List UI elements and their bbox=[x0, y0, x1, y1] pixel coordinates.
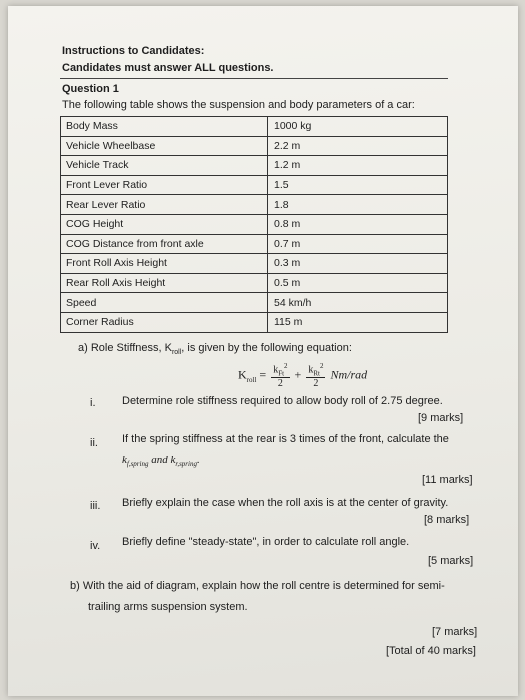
parameter-value: 1000 kg bbox=[268, 117, 448, 137]
question-iii-text: Briefly explain the case when the roll axis is at the center of gravity. bbox=[122, 497, 449, 509]
fraction-front: $\frac{k_{Ft}^2}{2}$ bbox=[273, 362, 288, 390]
parameter-name: Front Lever Ratio bbox=[61, 175, 268, 195]
roll-stiffness-equation: $K_{roll}$ = $\frac{k_{Ft}^2}{2}$ + $\frac{k_{Rt}^2}{2}$ Nm/rad bbox=[238, 362, 368, 390]
equation-unit: Nm/rad bbox=[330, 367, 368, 382]
table-row bbox=[61, 293, 448, 313]
parameter-name: Speed bbox=[61, 293, 268, 313]
table-row bbox=[61, 156, 448, 176]
parameter-name: Vehicle Wheelbase bbox=[61, 136, 268, 156]
parameter-value: 115 m bbox=[268, 312, 448, 332]
part-b-line2: trailing arms suspension system. bbox=[88, 601, 248, 613]
part-b-line1: b) With the aid of diagram, explain how the roll centre is determined for semi- bbox=[70, 580, 445, 592]
question-ii-marks: [11 marks] bbox=[422, 474, 473, 486]
part-b-marks: [7 marks] bbox=[432, 626, 478, 638]
parameters-table bbox=[60, 116, 448, 333]
divider bbox=[60, 78, 448, 79]
parameter-value: 54 km/h bbox=[268, 293, 448, 313]
table-intro: The following table shows the suspension and body parameters of a car: bbox=[62, 99, 415, 111]
table-row bbox=[61, 214, 448, 234]
parameter-name: COG Height bbox=[61, 214, 268, 234]
table-row bbox=[61, 136, 448, 156]
question-i-text: Determine role stiffness required to allow body roll of 2.75 degree. bbox=[122, 395, 443, 407]
parameter-name: Front Roll Axis Height bbox=[61, 254, 268, 274]
part-a-intro: a) Role Stiffness, $K_{roll}$, is given by the following equation: bbox=[78, 342, 352, 357]
question-iv-number: iv. bbox=[90, 540, 101, 552]
question-i-number: i. bbox=[90, 397, 96, 409]
parameter-name: COG Distance from front axle bbox=[61, 234, 268, 254]
question-ii-number: ii. bbox=[90, 437, 98, 449]
table-row bbox=[61, 117, 448, 137]
parameter-name: Body Mass bbox=[61, 117, 268, 137]
instructions-text: Candidates must answer ALL questions. bbox=[62, 62, 274, 74]
question-iv-marks: [5 marks] bbox=[428, 555, 474, 567]
table-row bbox=[61, 195, 448, 215]
question-i-marks: [9 marks] bbox=[418, 412, 464, 424]
parameter-value: 1.2 m bbox=[268, 156, 448, 176]
table-row bbox=[61, 273, 448, 293]
parameter-value: 2.2 m bbox=[268, 136, 448, 156]
question-heading: Question 1 bbox=[62, 83, 119, 95]
parameter-name: Vehicle Track bbox=[61, 156, 268, 176]
question-iv-text: Briefly define "steady-state", in order to calculate roll angle. bbox=[122, 536, 410, 548]
parameter-value: 1.8 bbox=[268, 195, 448, 215]
fraction-rear: $\frac{k_{Rt}^2}{2}$ bbox=[308, 362, 324, 390]
parameter-value: 0.5 m bbox=[268, 273, 448, 293]
parameter-value: 0.3 m bbox=[268, 254, 448, 274]
instructions-title: Instructions to Candidates: bbox=[62, 45, 205, 57]
table-row bbox=[61, 254, 448, 274]
question-iii-marks: [8 marks] bbox=[424, 514, 470, 526]
question-ii-variables: $k_{f,spring}$ and $k_{r,spring}$. bbox=[122, 454, 200, 469]
parameter-value: 0.8 m bbox=[268, 214, 448, 234]
total-marks: [Total of 40 marks] bbox=[386, 645, 476, 657]
table-row bbox=[61, 234, 448, 254]
parameter-value: 0.7 m bbox=[268, 234, 448, 254]
parameter-name: Rear Lever Ratio bbox=[61, 195, 268, 215]
question-iii-number: iii. bbox=[90, 500, 101, 512]
parameter-value: 1.5 bbox=[268, 175, 448, 195]
parameter-name: Rear Roll Axis Height bbox=[61, 273, 268, 293]
table-row bbox=[61, 312, 448, 332]
question-ii-text: If the spring stiffness at the rear is 3 times of the front, calculate the bbox=[122, 433, 449, 445]
table-row bbox=[61, 175, 448, 195]
parameter-name: Corner Radius bbox=[61, 312, 268, 332]
